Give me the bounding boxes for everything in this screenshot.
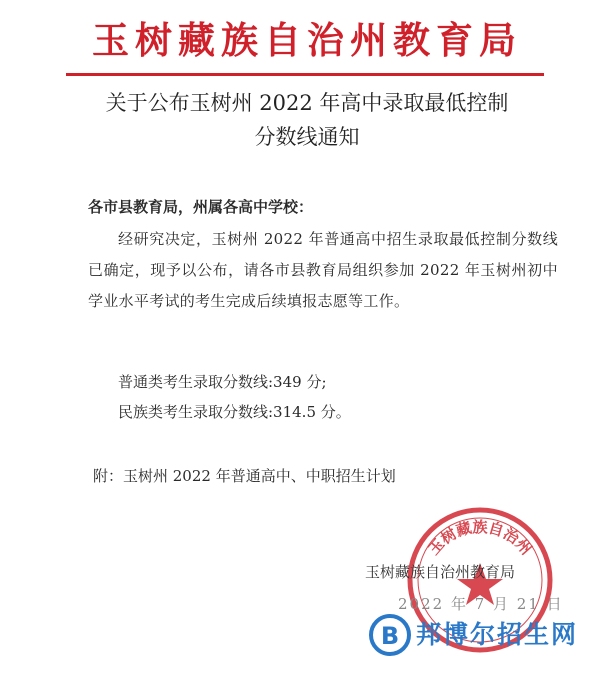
score-line-general: 普通类考生录取分数线:349 分; [118,373,327,391]
body-paragraph: 经研究决定，玉树州 2022 年普通高中招生录取最低控制分数线已确定，现予以公布，请各市县教育局组织参加 2022 年玉树州初中学业水平考试的考生完成后续填报志愿等工作。 [88,230,558,310]
watermark-text: 邦博尔招生网 [416,620,579,649]
title-line-1: 关于公布玉树州 2022 年高中录取最低控制 [105,91,509,115]
svg-text:B: B [380,622,400,650]
issue-date: 2022 年 7 月 21 日 [398,595,564,613]
header-divider [66,73,544,76]
title-line-2: 分数线通知 [254,125,360,149]
site-watermark [368,613,608,657]
document-title [0,86,614,154]
score-line-ethnic: 民族类考生录取分数线:314.5 分。 [118,403,351,421]
salutation: 各市县教育局，州属各高中学校： [88,198,314,216]
attachment-note: 附：玉树州 2022 年普通高中、中职招生计划 [93,467,396,485]
seal-text: 玉树藏族自治州 [424,518,536,559]
issuer-header: 玉树藏族自治州教育局 [92,19,522,62]
signature-issuer: 玉树藏族自治州教育局 [365,563,516,581]
watermark-logo-icon [368,613,412,657]
